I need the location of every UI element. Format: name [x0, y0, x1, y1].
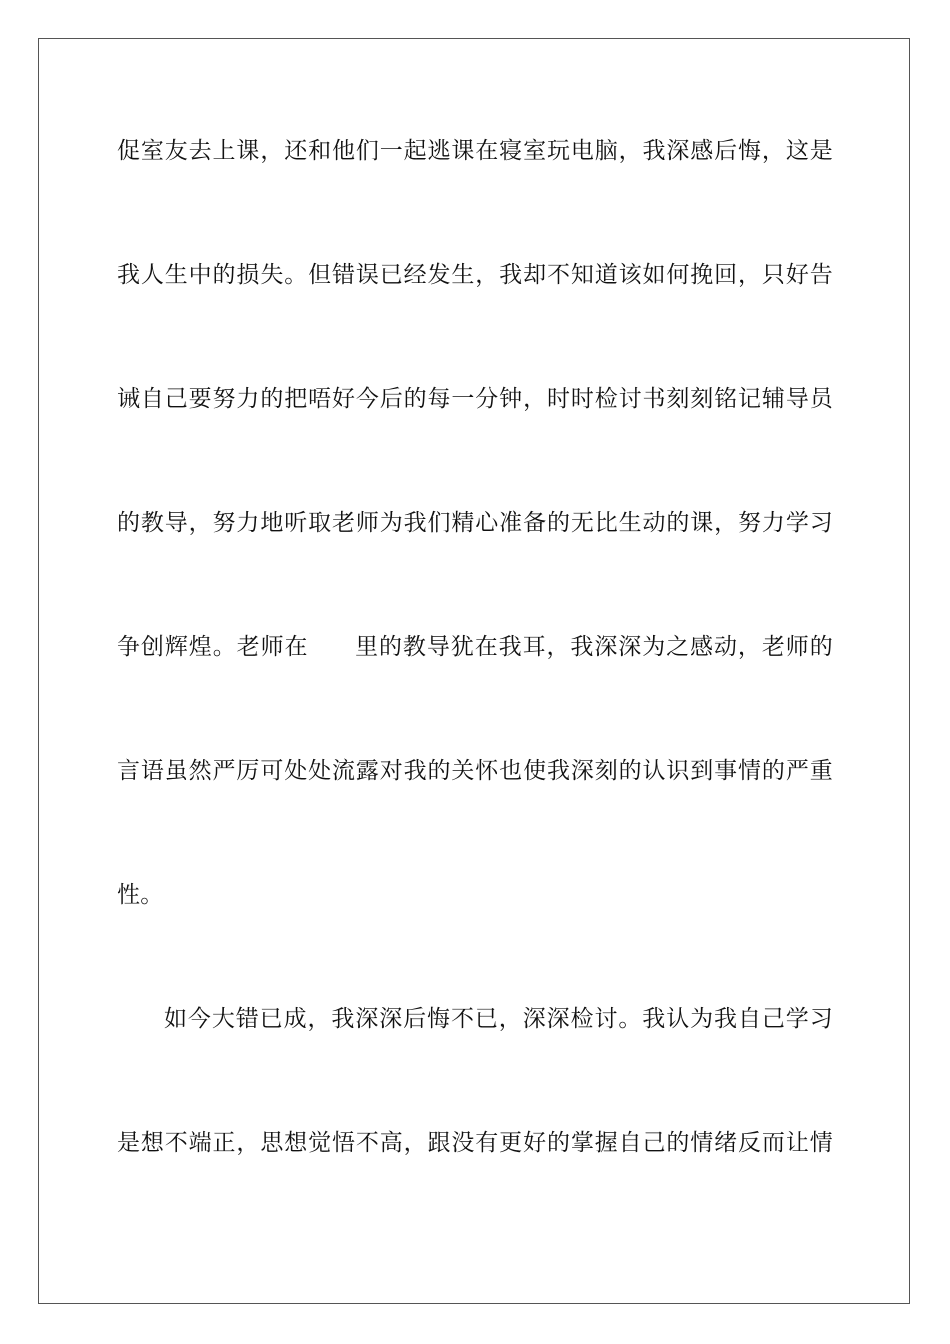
paragraph-line: 促室友去上课，还和他们一起逃课在寝室玩电脑，我深感后悔，这是 — [117, 138, 833, 164]
paragraph-first-line: 如今大错已成，我深深后悔不已，深深检讨。我认为我自己学习 — [164, 1006, 833, 1032]
page-border — [38, 38, 910, 1304]
paragraph-line: 我人生中的损失。但错误已经发生，我却不知道该如何挽回，只好告 — [117, 262, 833, 288]
line-segment: 争创辉煌。老师在 — [117, 634, 309, 660]
paragraph-line: 言语虽然严厉可处处流露对我的关怀也使我深刻的认识到事情的严重 — [117, 758, 833, 784]
line-segment: 里的教导犹在我耳，我深深为之感动，老师的 — [354, 634, 834, 660]
paragraph-line: 的教导，努力地听取老师为我们精心准备的无比生动的课，努力学习 — [117, 510, 833, 536]
paragraph-line — [117, 631, 833, 663]
paragraph-line: 性。 — [117, 882, 164, 908]
paragraph-line: 是想不端正，思想觉悟不高，跟没有更好的掌握自己的情绪反而让情 — [117, 1130, 833, 1156]
paragraph-line: 诫自己要努力的把唔好今后的每一分钟，时时检讨书刻刻铭记辅导员 — [117, 386, 833, 412]
